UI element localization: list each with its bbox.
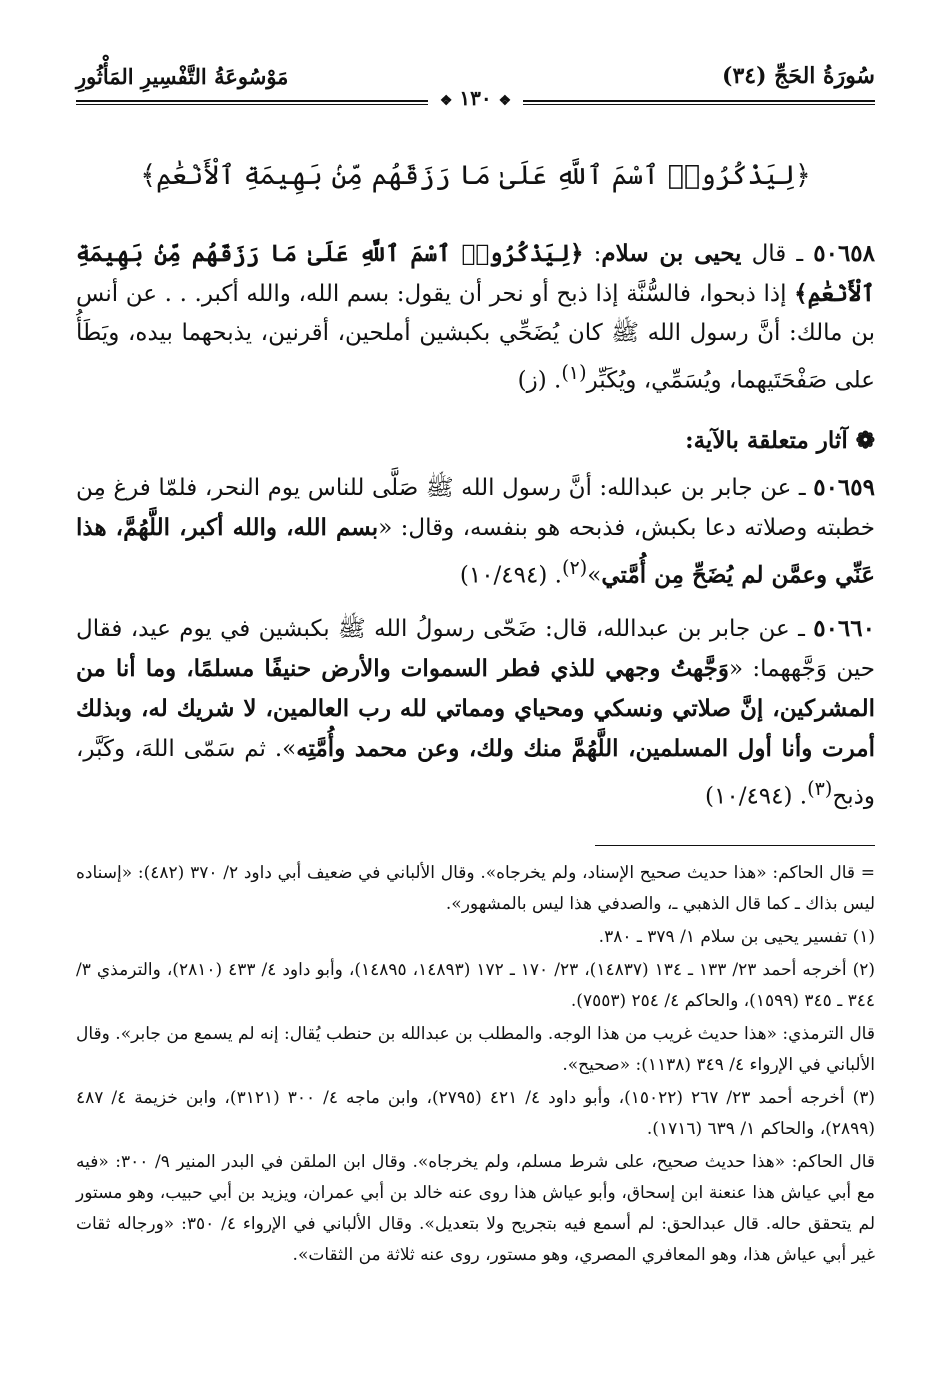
entry-bold-quote: وَجَّهتُ وجهي للذي فطر السموات والأرض حنيفًا مسلمًا، وما أنا من المشركين، إنَّ صلاتي ونسكي ومحياي ومماتي لله رب العالمين، لا شريك له، وبذلك أمرت وأنا أول المسلمين، اللَّهُمَّ منك ولك، وعن محمد وأُمَّتِه	[76, 655, 875, 763]
entry-intro: ـ قال	[741, 241, 814, 267]
footnotes	[76, 858, 875, 1273]
footnote: = قال الحاكم: «هذا حديث صحيح الإسناد، ولم يخرجاه». وقال الألباني في ضعيف أبي داود ٢/ ٣٧٠ (٤٨٢): «إسناده ليس بذاك ـ كما قال الذهبي ـ، والصدفي هذا ليس بالمشهور».	[76, 863, 876, 914]
entry-colon: :	[583, 241, 602, 267]
entry-50658	[76, 234, 875, 401]
main-text	[76, 234, 875, 831]
entry-tail: . (ز)	[517, 367, 562, 394]
footnote: (٣) أخرجه أحمد ٢٣/ ٢٦٧ (١٥٠٢٢)، وأبو داود ٤/ ٤٢١ (٢٧٩٥)، وابن ماجه ٤/ ٣٠٠ (٣١٢١)، وابن خزيمة ٤/ ٤٨٧ (٢٨٩٩)، والحاكم ١/ ٦٣٩ (١٧١٦).	[76, 1088, 876, 1139]
entry-tail: . (١٠/٤٩٤)	[705, 783, 808, 810]
entry-quote: ﴿لِيَذْكُرُوا۟ ٱسْمَ ٱللَّهِ عَلَىٰ مَا رَزَقَهُم مِّنۢ بَهِيمَةِ ٱلْأَنْعَٰمِ﴾	[76, 240, 875, 307]
entry-text: ـ عن جابر بن عبدالله: أنَّ رسول الله ﷺ صَلَّى للناس يوم النحر، فلمّا فرغ مِن خطبته وصلاته دعا بكبش، فذبحه هو بنفسه، وقال: «	[76, 474, 875, 541]
entry-author: يحيى بن سلام	[601, 240, 742, 267]
entry-50660	[76, 609, 875, 817]
footnote: قال الحاكم: «هذا حديث صحيح، على شرط مسلم، ولم يخرجاه». وقال ابن الملقن في البدر المنير ٩/ ٣٠٠: «فيه مع أبي عياش هذا عنعنة ابن إسحاق، وأبو عياش هذا روى عنه خالد بن أبي عمران، ويزيد بن أبي حبيب، وهو مستور لم يتحقق حاله. قال عبدالحق: لم أسمع فيه بتجريح ولا بتعديل». وقال الألباني في الإرواء ٤/ ٣٥٠: «ورجاله ثقات غير أبي عياش هذا، وهو المعافري المصري، وهو مستور، روى عنه ثلاثة من الثقات».	[76, 1152, 875, 1265]
footnote-separator	[595, 845, 875, 846]
footnote: قال الترمذي: «هذا حديث غريب من هذا الوجه. والمطلب بن عبدالله بن حنطب يُقال: إنه لم يسمع من جابر». وقال الألباني في الإرواء ٤/ ٣٤٩ (١١٣٨): «صحيح».	[76, 1024, 875, 1075]
surah-header: سُورَةُ الحَجِّ (٣٤)	[722, 63, 875, 89]
footnote-ref: (٣)	[807, 777, 833, 801]
entry-number: ٥٠٦٥٩	[813, 473, 875, 501]
ornament-icon: ❖	[439, 93, 453, 109]
ornament-icon: ❖	[498, 93, 512, 109]
book-title-header: مَوْسُوعَةُ التَّفْسِيرِ المَأْثُورِ	[76, 63, 289, 89]
entry-close: ». ثم سَمّى اللهَ، وكَبَّر، وذبح	[76, 736, 875, 810]
entry-50659	[76, 468, 875, 596]
footnote-ref: (١)	[561, 361, 587, 384]
entry-bold-quote: بسم الله، والله أكبر، اللَّهُمَّ، هذا عَنِّي وعمَّن لم يُضَحِّ مِن أُمَّتي	[76, 513, 875, 589]
footnote: (١) تفسير يحيى بن سلام ١/ ٣٧٩ ـ ٣٨٠.	[598, 927, 875, 947]
verse-title: ﴿لِيَذْكُرُوا۟ ٱسْمَ ٱللَّهِ عَلَىٰ مَا رَزَقَهُم مِّنۢ بَهِيمَةِ ٱلْأَنْعَٰمِ﴾	[140, 160, 811, 191]
entry-tail: . (١٠/٤٩٤)	[459, 562, 562, 589]
entry-text: إذا ذبحوا، فالسُّنَّة إذا ذبح أو نحر أن يقول: بسم الله، والله أكبر. . . عن أنس بن مالك: أنَّ رسول الله ﷺ كان يُضَحِّي بكبشين أملحين، أقرنين، يذبحهما بيده، ويَطَأُ على صَفْحَتَيهما، ويُسَمِّي، ويُكَبِّر	[76, 281, 875, 394]
entry-text: ـ عن جابر بن عبدالله، قال: ضَحّى رسولُ الله ﷺ بكبشين في يوم عيد، فقال حين وَجَّههما: «	[76, 616, 875, 683]
section-heading: ❁ آثار متعلقة بالآية:	[685, 426, 875, 454]
page-number-value: ١٣٠	[459, 86, 492, 110]
entry-number: ٥٠٦٦٠	[813, 615, 875, 643]
footnote-ref: (٢)	[561, 555, 588, 579]
footnote: (٢) أخرجه أحمد ٢٣/ ١٣٣ ـ ١٣٤ (١٤٨٣٧)، ٢٣/ ١٧٠ ـ ١٧٢ (١٤٨٩٣، ١٤٨٩٥)، وأبو داود ٤/ ٤٣٣ (٢٨١٠)، والترمذي ٣/ ٣٤٤ ـ ٣٤٥ (١٥٩٩)، والحاكم ٤/ ٢٥٤ (٧٥٥٣).	[76, 960, 875, 1011]
entry-number: ٥٠٦٥٨	[813, 240, 876, 267]
page-number	[0, 86, 951, 110]
entry-close: »	[587, 562, 602, 589]
